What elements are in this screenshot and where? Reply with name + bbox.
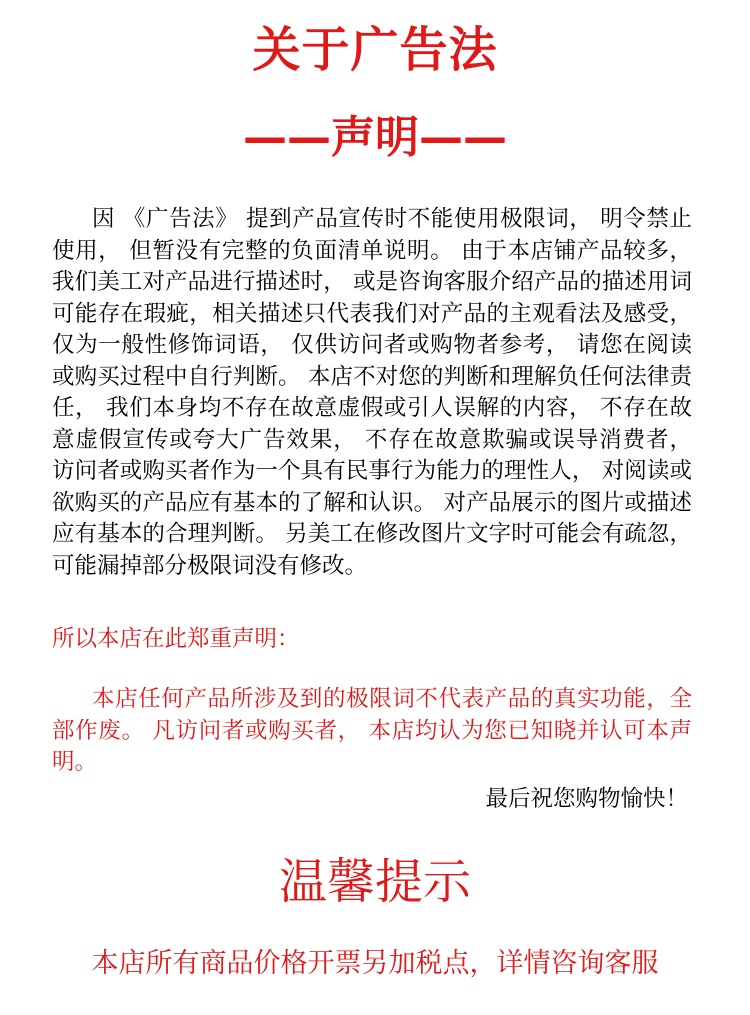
closing-line: 最后祝您购物愉快！ bbox=[485, 786, 688, 812]
declaration-lead: 所以本店在此郑重声明： bbox=[52, 626, 300, 652]
page-subtitle: ——声明—— bbox=[243, 112, 507, 163]
declaration-paragraph: 本店任何产品所涉及到的极限词不代表产品的真实功能，全部作废。 凡访问者或购买者， 本店均认为您已知晓并认可本声明。 bbox=[52, 686, 692, 775]
main-paragraph: 因 《广告法》 提到产品宣传时不能使用极限词， 明令禁止使用， 但暂没有完整的负面清单说明。 由于本店铺产品较多， 我们美工对产品进行描述时， 或是咨询客服介绍产品的描述用词可能存在瑕疵，相关描述只代表我们对产品的主观看法及感受， 仅为一般性修饰词语， 仅供访问者或购物者参考， 请您在阅读或购买过程中自行判断。 本店不对您的判断和理解负任何法律责任， 我们本身均不存在故意虚假或引人误解的内容， 不存在故意虚假宣传或夸大广告效果， 不存在故意欺骗或误导消费者， 访问者或购买者作为一个具有民事行为能力的理性人， 对阅读或欲购买的产品应有基本的了解和认识。 对产品展示的图片或描述应有基本的合理判断。 另美工在修改图片文字时可能会有疏忽， 可能漏掉部分极限词没有修改。 bbox=[52, 206, 692, 579]
tips-title: 温馨提示 bbox=[278, 854, 471, 910]
page-title: 关于广告法 bbox=[252, 22, 498, 78]
tips-text: 本店所有商品价格开票另加税点，详情咨询客服 bbox=[91, 948, 659, 979]
